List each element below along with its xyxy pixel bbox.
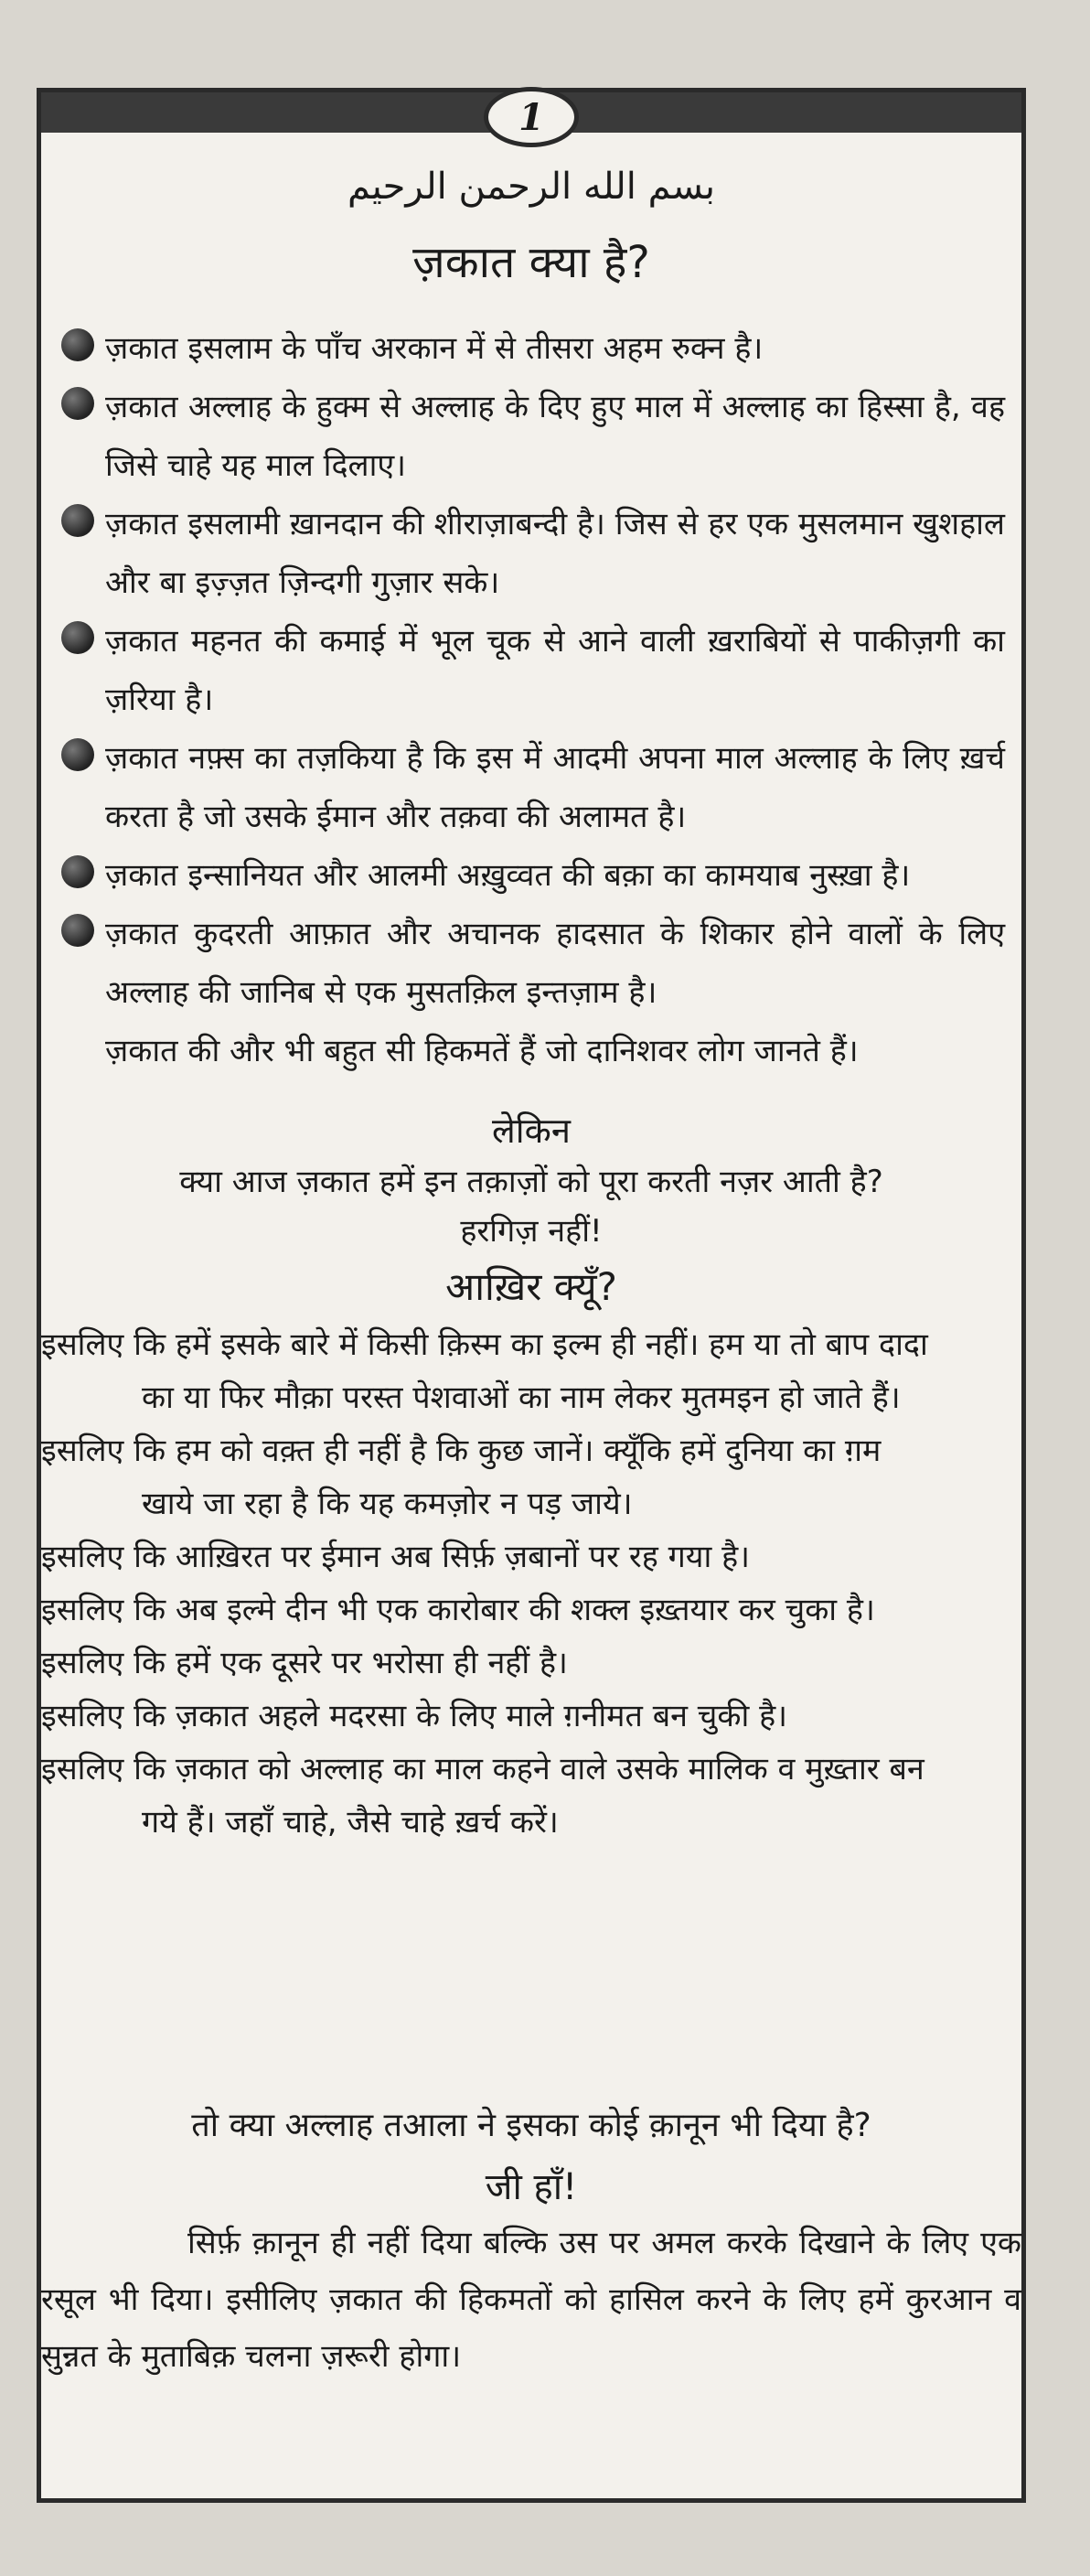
reason-item: इसलिए कि ज़कात को अल्लाह का माल कहने वाले उसके मालिक व मुख़्तार बन गये हैं। जहाँ चाहे, जैसे चाहे ख़र्च करें। <box>41 1751 924 1841</box>
reason-item: इसलिए कि अब इल्मे दीन भी एक कारोबार की शक्ल इख़्तयार कर चुका है। <box>41 1592 875 1628</box>
bullet-item: ज़कात इन्सानियत और आलमी अख़ुव्वत की बक़ा का कामयाब नुस्ख़ा है। <box>81 846 1005 905</box>
bullet-item: ज़कात अल्लाह के हुक्म से अल्लाह के दिए हुए माल में अल्लाह का हिस्सा है, वह जिसे चाहे यह माल दिलाए। <box>81 378 1005 495</box>
reason-item: इसलिए कि हम को वक़्त ही नहीं है कि कुछ जानें। क्यूँकि हमें दुनिया का ग़म खाये जा रहा है कि यह कमज़ोर न पड़ जाये। <box>41 1433 882 1522</box>
bullet-item: ज़कात इसलामी ख़ानदान की शीराज़ाबन्दी है। जिस से हर एक मुसलमान खुशहाल और बा इज़्ज़त ज़िन्दगी गुज़ार सके। <box>81 495 1005 612</box>
bullet-dot-icon <box>61 738 94 771</box>
bullet-dot-icon <box>61 621 94 654</box>
closing-line: ज़कात की और भी बहुत सी हिकमतें हैं जो दानिशवर लोग जानते हैं। <box>105 1033 859 1069</box>
reason-item: इसलिए कि हमें इसके बारे में किसी क़िस्म का इल्म ही नहीं। हम या तो बाप दादा का या फिर मौक़ा परस्त पेशवाओं का नाम लेकर मुतमइन हो जाते हैं। <box>41 1326 928 1416</box>
document-page <box>37 88 1026 2503</box>
bullet-dot-icon <box>61 855 94 888</box>
bullet-item: ज़कात महनत की कमाई में भूल चूक से आने वाली ख़राबियों से पाकीज़गी का ज़रिया है। <box>81 612 1005 729</box>
reason-item: इसलिए कि ज़कात अहले मदरसा के लिए माले ग़नीमत बन चुकी है। <box>41 1698 788 1734</box>
bullet-dot-icon <box>61 387 94 420</box>
bullet-item: ज़कात कुदरती आफ़ात और अचानक हादसात के शिकार होने वालों के लिए अल्लाह की जानिब से एक मुसतक़िल इन्तज़ाम है। <box>81 905 1005 1022</box>
page-title: ज़कात क्या है? <box>412 237 650 288</box>
reason-item: इसलिए कि हमें एक दूसरे पर भरोसा ही नहीं है। <box>41 1645 568 1681</box>
lekin-heading: लेकिन <box>492 1111 571 1151</box>
bullet-dot-icon <box>61 328 94 361</box>
page-number-badge: 1 <box>484 87 579 147</box>
question-2: आख़िर क्यूँ? <box>445 1264 617 1309</box>
question-1: क्या आज ज़कात हमें इन तक़ाज़ों को पूरा करती नज़र आती है? <box>179 1164 883 1200</box>
bismillah: بسم الله الرحمن الرحيم <box>347 166 716 208</box>
bullet-list <box>81 319 1005 1080</box>
bullet-dot-icon <box>61 914 94 947</box>
question-3: तो क्या अल्लाह तआला ने इसका कोई क़ानून भी दिया है? <box>191 2107 871 2144</box>
bullet-item: ज़कात इसलाम के पाँच अरकान में से तीसरा अहम रुक्न है। <box>81 319 1005 378</box>
bullet-item: ज़कात नफ़्स का तज़किया है कि इस में आदमी अपना माल अल्लाह के लिए ख़र्च करता है जो उसके ईमान और तक़वा की अलामत है। <box>81 729 1005 846</box>
bullet-dot-icon <box>61 504 94 537</box>
reasons-list <box>41 1318 1021 1849</box>
answer-3: जी हाँ! <box>485 2166 578 2208</box>
answer-1: हरगिज़ नहीं! <box>460 1213 603 1250</box>
final-paragraph: सिर्फ़ क़ानून ही नहीं दिया बल्कि उस पर अमल करके दिखाने के लिए एक रसूल भी दिया। इसीलिए ज़कात की हिकमतों को हासिल करने के लिए हमें कुरआन व सुन्नत के मुताबिक़ चलना ज़रूरी होगा। <box>41 2225 1021 2375</box>
reason-item: इसलिए कि आख़िरत पर ईमान अब सिर्फ़ ज़बानों पर रह गया है। <box>41 1539 751 1575</box>
